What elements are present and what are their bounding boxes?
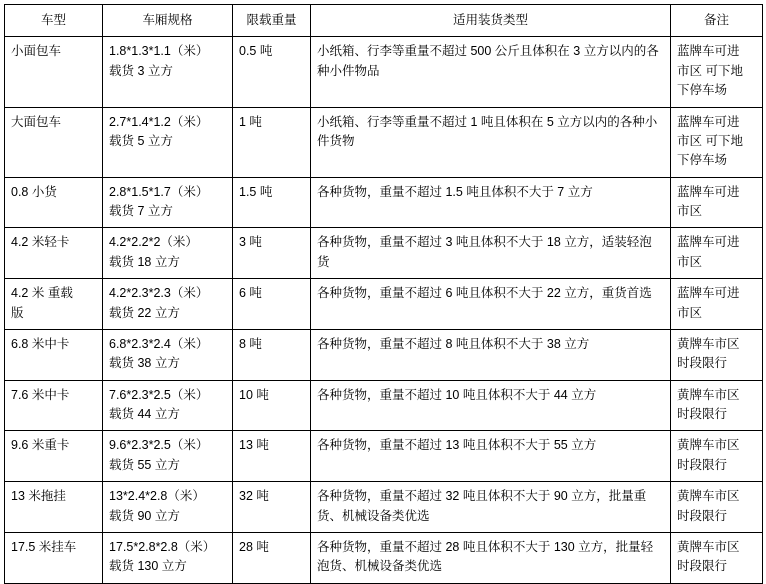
- cell-spec-line: 6.8*2.3*2.4（米）: [109, 336, 209, 351]
- cell-spec: [103, 329, 233, 380]
- cell-spec-line: 载货 90 立方: [109, 508, 180, 523]
- cell-model-line: 0.8 小货: [11, 184, 57, 199]
- cell-cargo-type: [311, 228, 671, 279]
- cell-model-line: 9.6 米重卡: [11, 438, 70, 453]
- cell-load-line: 10 吨: [239, 387, 269, 402]
- cell-load: [233, 228, 311, 279]
- cell-cargo-type: [311, 532, 671, 583]
- cell-model: [5, 177, 103, 228]
- cell-cargo-type: [311, 329, 671, 380]
- cell-model: [5, 228, 103, 279]
- cell-note-line: 市区: [677, 305, 703, 320]
- cell-cargo-type-line: 各种货物，重量不超过 1.5 吨且体积不大于 7 立方: [317, 184, 593, 199]
- cell-note-line: 下停车场: [677, 83, 728, 98]
- table-row: [5, 329, 763, 380]
- cell-spec-line: 17.5*2.8*2.8（米）: [109, 539, 216, 554]
- column-header-load: 限载重量: [233, 5, 311, 37]
- cell-spec-line: 载货 5 立方: [109, 133, 173, 148]
- cell-note-line: 黄牌车市区: [677, 387, 740, 402]
- cell-note-line: 下停车场: [677, 153, 728, 168]
- cell-model: [5, 532, 103, 583]
- cell-load: [233, 482, 311, 533]
- cell-spec-line: 4.2*2.2*2（米）: [109, 235, 198, 250]
- cell-note-line: 黄牌车市区: [677, 438, 740, 453]
- cell-note-line: 蓝牌车可进: [677, 114, 740, 129]
- cell-load-line: 0.5 吨: [239, 44, 273, 59]
- cell-load-line: 32 吨: [239, 489, 269, 504]
- cell-note-line: 蓝牌车可进: [677, 184, 740, 199]
- column-header-spec: 车厢规格: [103, 5, 233, 37]
- cell-note: [671, 329, 763, 380]
- cell-note: [671, 37, 763, 107]
- cell-model-line: 17.5 米挂车: [11, 539, 77, 554]
- cell-cargo-type-line: 各种货物，重量不超过 3 吨且体积不大于 18 立方，适装轻泡货: [317, 235, 652, 269]
- cell-spec-line: 载货 44 立方: [109, 407, 180, 421]
- cell-model-line: 大面包车: [11, 114, 62, 129]
- column-header-model: 车型: [5, 5, 103, 37]
- cell-spec: [103, 482, 233, 533]
- cell-spec-line: 9.6*2.3*2.5（米）: [109, 438, 209, 453]
- cell-note: [671, 177, 763, 228]
- table-row: [5, 532, 763, 583]
- cell-model: [5, 380, 103, 431]
- cell-note: [671, 482, 763, 533]
- cell-cargo-type-line: 各种货物，重量不超过 32 吨且体积不大于 90 立方，批量重货、机械设备类优选: [317, 489, 647, 523]
- cell-note-line: 时段限行: [677, 457, 728, 472]
- cell-note: [671, 532, 763, 583]
- cell-note-line: 市区 可下地: [677, 133, 743, 148]
- cell-model-line: 7.6 米中卡: [11, 387, 70, 402]
- cell-model: [5, 107, 103, 177]
- cell-spec: [103, 37, 233, 107]
- table-body: [5, 37, 763, 583]
- table-row: [5, 482, 763, 533]
- cell-load: [233, 532, 311, 583]
- cell-note: [671, 380, 763, 431]
- cell-load-line: 8 吨: [239, 336, 262, 351]
- cell-load: [233, 279, 311, 330]
- cell-model: [5, 482, 103, 533]
- cell-model-line: 6.8 米中卡: [11, 336, 70, 351]
- cell-load: [233, 177, 311, 228]
- table-row: [5, 279, 763, 330]
- cell-cargo-type-line: 小纸箱、行李等重量不超过 500 公斤且体积在 3 立方以内的各种小件物品: [317, 44, 659, 78]
- table-header-row: [5, 5, 763, 37]
- column-header-cargo-type: 适用装货类型: [311, 5, 671, 37]
- cell-load-line: 28 吨: [239, 539, 269, 554]
- cell-load: [233, 380, 311, 431]
- table-header: [5, 5, 763, 37]
- vehicle-specification-table: [4, 4, 763, 584]
- cell-load-line: 1 吨: [239, 114, 262, 129]
- cell-spec-line: 载货 22 立方: [109, 305, 180, 320]
- cell-note: [671, 228, 763, 279]
- cell-spec-line: 13*2.4*2.8（米）: [109, 489, 205, 504]
- cell-note: [671, 431, 763, 482]
- cell-spec: [103, 380, 233, 431]
- cell-model: [5, 37, 103, 107]
- cell-model-line: 版: [11, 305, 24, 320]
- cell-load-line: 3 吨: [239, 235, 262, 250]
- cell-note-line: 黄牌车市区: [677, 336, 740, 351]
- table-row: [5, 37, 763, 107]
- cell-spec: [103, 228, 233, 279]
- cell-note-line: 蓝牌车可进: [677, 235, 740, 250]
- cell-model-line: 4.2 米轻卡: [11, 235, 70, 250]
- cell-load: [233, 329, 311, 380]
- cell-model-line: 小面包车: [11, 44, 62, 59]
- cell-cargo-type: [311, 37, 671, 107]
- cell-note: [671, 279, 763, 330]
- cell-load-line: 13 吨: [239, 438, 269, 453]
- cell-note-line: 蓝牌车可进: [677, 286, 740, 301]
- cell-note: [671, 107, 763, 177]
- cell-spec-line: 载货 7 立方: [109, 204, 173, 218]
- table-row: [5, 228, 763, 279]
- cell-spec-line: 载货 55 立方: [109, 457, 180, 472]
- cell-spec-line: 7.6*2.3*2.5（米）: [109, 387, 209, 402]
- cell-model: [5, 329, 103, 380]
- cell-cargo-type: [311, 177, 671, 228]
- cell-spec-line: 1.8*1.3*1.1（米）: [109, 44, 209, 59]
- cell-load: [233, 107, 311, 177]
- cell-spec: [103, 431, 233, 482]
- cell-spec: [103, 177, 233, 228]
- cell-load-line: 1.5 吨: [239, 184, 273, 199]
- cell-spec-line: 4.2*2.3*2.3（米）: [109, 286, 209, 301]
- table-row: [5, 431, 763, 482]
- cell-load-line: 6 吨: [239, 286, 262, 301]
- cell-spec: [103, 279, 233, 330]
- column-header-note: 备注: [671, 5, 763, 37]
- cell-cargo-type: [311, 431, 671, 482]
- cell-note-line: 时段限行: [677, 356, 728, 371]
- cell-cargo-type: [311, 107, 671, 177]
- cell-cargo-type: [311, 380, 671, 431]
- cell-spec-line: 载货 130 立方: [109, 559, 187, 574]
- cell-note-line: 市区: [677, 204, 703, 218]
- cell-cargo-type: [311, 279, 671, 330]
- cell-note-line: 时段限行: [677, 508, 728, 523]
- cell-model-line: 13 米拖挂: [11, 489, 66, 504]
- cell-load: [233, 37, 311, 107]
- cell-cargo-type-line: 各种货物，重量不超过 10 吨且体积不大于 44 立方: [317, 387, 597, 402]
- cell-cargo-type-line: 各种货物，重量不超过 6 吨且体积不大于 22 立方，重货首选: [317, 286, 652, 301]
- cell-spec-line: 载货 38 立方: [109, 356, 180, 371]
- cell-note-line: 市区: [677, 254, 703, 269]
- cell-model: [5, 279, 103, 330]
- cell-note-line: 市区 可下地: [677, 63, 743, 78]
- table-row: [5, 380, 763, 431]
- cell-note-line: 黄牌车市区: [677, 539, 740, 554]
- cell-cargo-type-line: 各种货物，重量不超过 28 吨且体积不大于 130 立方，批量轻泡货、机械设备类优选: [317, 539, 654, 574]
- cell-spec-line: 2.8*1.5*1.7（米）: [109, 184, 209, 199]
- cell-spec-line: 载货 18 立方: [109, 254, 180, 269]
- cell-cargo-type-line: 小纸箱、行李等重量不超过 1 吨且体积在 5 立方以内的各种小件货物: [317, 114, 658, 148]
- cell-load: [233, 431, 311, 482]
- cell-model-line: 4.2 米 重载: [11, 286, 73, 301]
- table-row: [5, 107, 763, 177]
- cell-note-line: 黄牌车市区: [677, 489, 740, 504]
- cell-cargo-type-line: 各种货物，重量不超过 8 吨且体积不大于 38 立方: [317, 336, 590, 351]
- cell-note-line: 蓝牌车可进: [677, 44, 740, 59]
- cell-note-line: 时段限行: [677, 407, 728, 421]
- cell-spec-line: 2.7*1.4*1.2（米）: [109, 114, 209, 129]
- cell-model: [5, 431, 103, 482]
- cell-spec: [103, 107, 233, 177]
- cell-spec-line: 载货 3 立方: [109, 63, 173, 78]
- cell-cargo-type-line: 各种货物，重量不超过 13 吨且体积不大于 55 立方: [317, 438, 597, 453]
- table-row: [5, 177, 763, 228]
- cell-note-line: 时段限行: [677, 559, 728, 574]
- cell-spec: [103, 532, 233, 583]
- cell-cargo-type: [311, 482, 671, 533]
